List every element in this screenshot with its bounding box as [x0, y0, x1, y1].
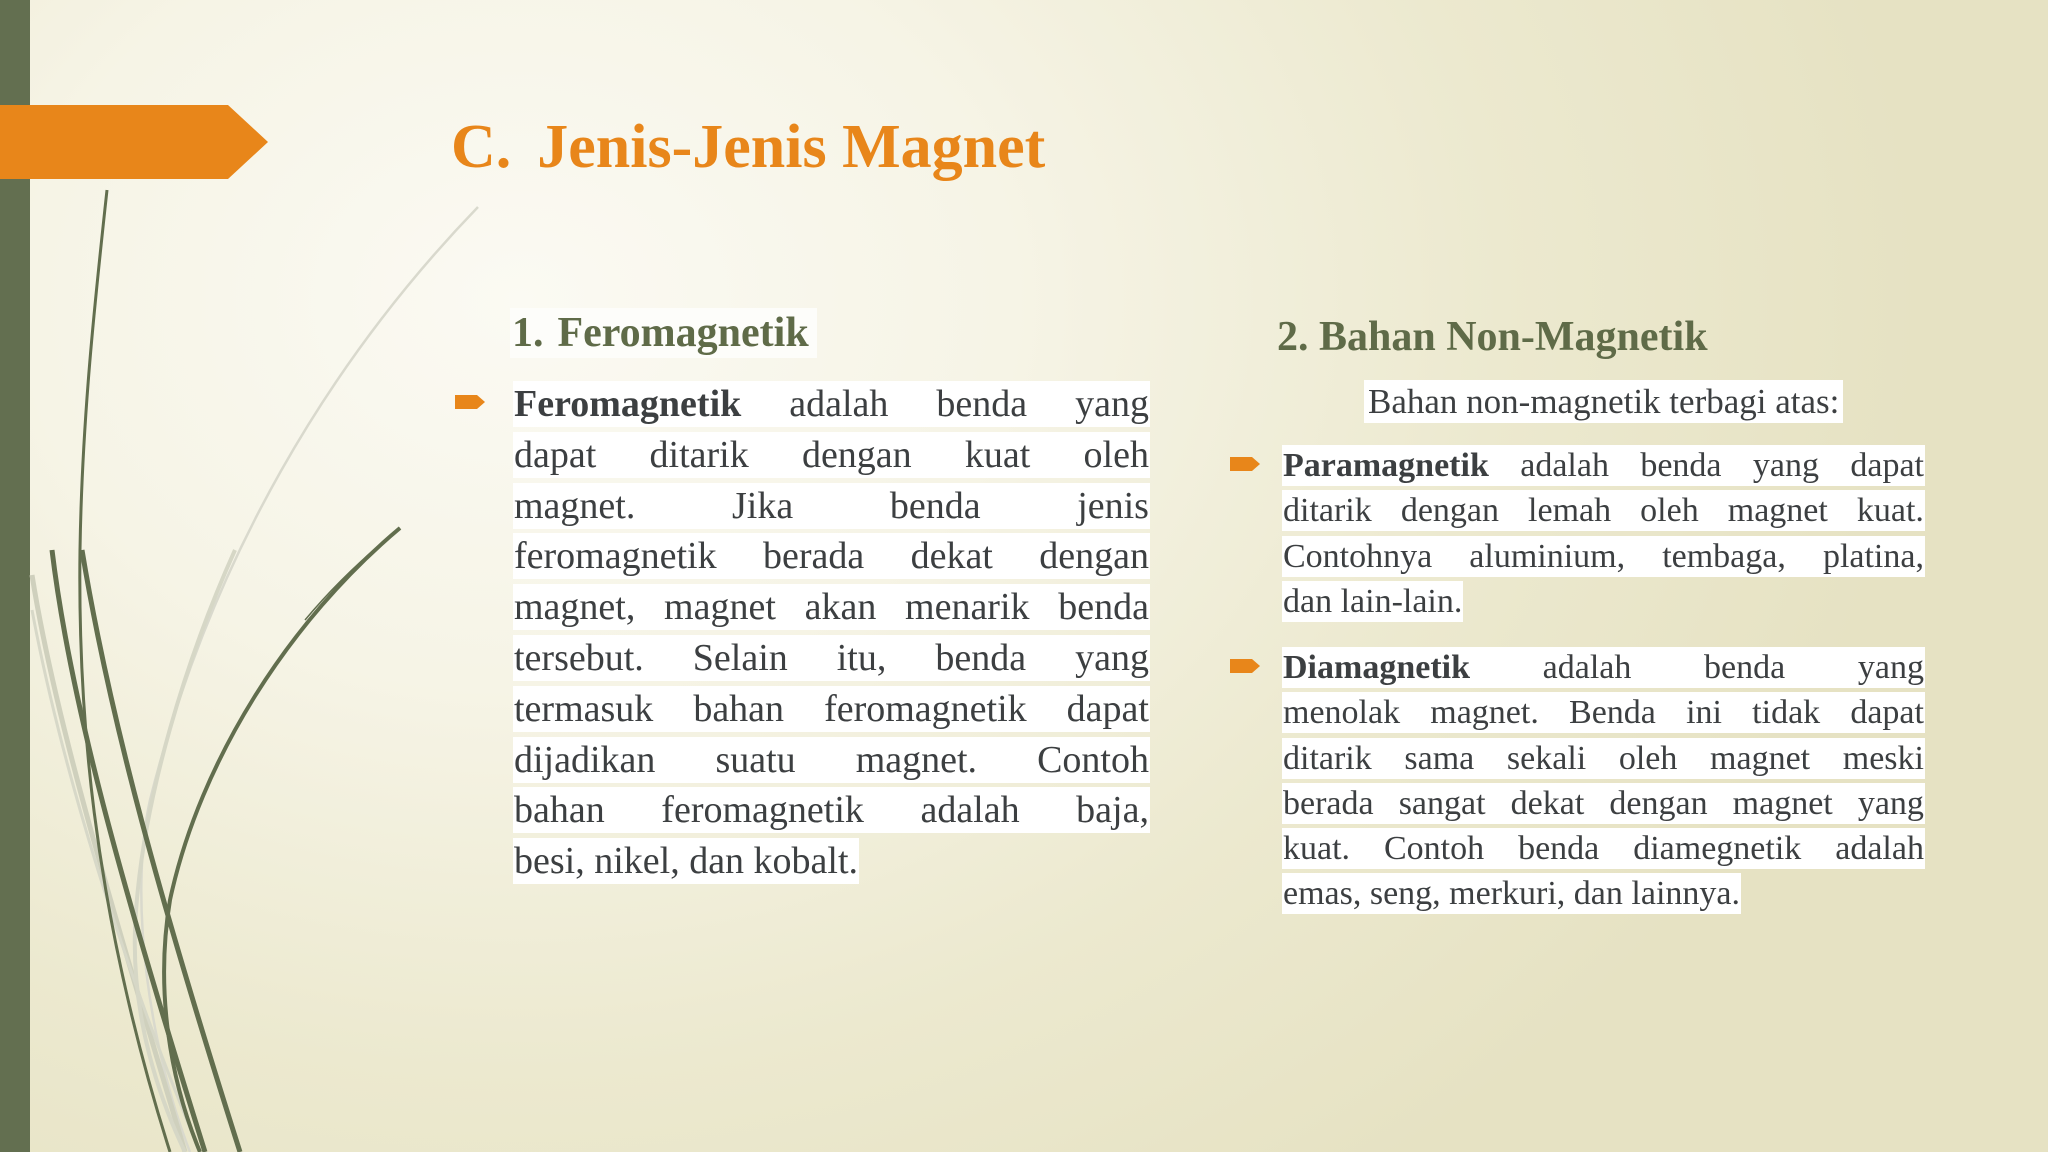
text-line [513, 787, 1150, 833]
word: benda [889, 484, 981, 527]
word: itu, [836, 636, 887, 679]
word: kuat. [1283, 830, 1351, 868]
word: berada [762, 535, 865, 578]
word: magnet [1710, 739, 1811, 777]
line-text: besi, nikel, dan kobalt. [514, 840, 859, 883]
word: dapat [1066, 687, 1149, 730]
bullet-arrow-icon [1230, 659, 1260, 673]
heading-number: 1. [512, 310, 544, 356]
word: ditarik [1283, 739, 1372, 777]
bullet-arrow-icon [1230, 457, 1260, 471]
diamagnetik-paragraph [1282, 647, 1925, 919]
word: magnet. [855, 738, 978, 781]
word: benda [936, 383, 1028, 425]
text-line [1282, 490, 1925, 531]
text-line [513, 635, 1150, 681]
word: adalah [1542, 649, 1632, 686]
word: magnet [664, 586, 776, 629]
text-line [1282, 647, 1925, 688]
word: benda [1704, 649, 1786, 686]
text-line [1282, 445, 1925, 486]
page-title [451, 112, 1045, 183]
word: dapat [1850, 694, 1924, 732]
word: bahan [514, 789, 605, 832]
word: tidak [1752, 694, 1821, 732]
text-line [1282, 536, 1925, 577]
word: magnet, [514, 586, 636, 629]
word: dekat [910, 535, 993, 578]
heading-text: Feromagnetik [557, 310, 809, 356]
word: bahan [693, 687, 785, 730]
title-number: C. [451, 113, 512, 181]
word: berada [1283, 784, 1374, 822]
word: Contoh [1037, 738, 1149, 781]
word: magnet. [514, 484, 636, 527]
word: sekali [1506, 739, 1587, 777]
text-line [1282, 581, 1463, 622]
text-line [1282, 783, 1925, 824]
word: menolak [1283, 694, 1401, 732]
word: dapat [1850, 447, 1924, 484]
word: aluminium, [1469, 537, 1626, 575]
word: platina, [1822, 537, 1924, 575]
word: oleh [1640, 492, 1699, 530]
word: magnet. [1430, 694, 1539, 732]
word: yang [1075, 383, 1149, 425]
word: benda [935, 636, 1027, 679]
word: benda [1058, 586, 1149, 629]
word: feromagnetik [824, 687, 1027, 730]
word: feromagnetik [514, 535, 717, 578]
word: yang [1752, 447, 1819, 484]
word: lemah [1528, 492, 1612, 530]
word: akan [804, 586, 877, 629]
word: dengan [1039, 535, 1149, 578]
word: suatu [715, 738, 796, 781]
word: Benda [1569, 694, 1656, 732]
text-line [1282, 828, 1925, 869]
feromagnetik-heading [510, 308, 817, 358]
word: adalah [789, 383, 889, 425]
text-line [513, 533, 1150, 579]
word: benda [1518, 830, 1600, 868]
word: Contohnya [1283, 537, 1433, 575]
title-arrow-banner-icon [0, 105, 268, 179]
word: jenis [1077, 484, 1149, 527]
word: oleh [1083, 433, 1149, 476]
word: benda [1640, 447, 1722, 484]
word: Contoh [1384, 830, 1485, 868]
word: magnet [1727, 492, 1828, 530]
bullet-arrow-icon [455, 395, 485, 409]
word: Selain [692, 636, 788, 679]
word: dijadikan [514, 738, 656, 781]
word: kuat. [1856, 492, 1924, 530]
text-line [513, 737, 1150, 783]
title-text: Jenis-Jenis Magnet [537, 113, 1046, 181]
line-text: emas, seng, merkuri, dan lainnya. [1283, 875, 1740, 913]
text-line [513, 686, 1150, 732]
text-line [513, 432, 1150, 478]
text-line [513, 381, 1150, 427]
non-magnetik-heading: 2. Bahan Non-Magnetik [1277, 314, 1708, 360]
text-line [1282, 738, 1925, 779]
line-text: dan lain-lain. [1283, 582, 1463, 620]
text-line [513, 483, 1150, 529]
word: sangat [1398, 784, 1486, 822]
word: adalah [1520, 447, 1609, 484]
word: magnet [1732, 784, 1833, 822]
word: diamegnetik [1633, 830, 1802, 868]
word: dengan [1609, 784, 1708, 822]
word: dengan [801, 433, 912, 476]
word: tersebut. [514, 636, 644, 679]
word: feromagnetik [661, 789, 864, 832]
text-line [513, 584, 1150, 630]
term-feromagnetik: Feromagnetik [514, 383, 742, 425]
non-magnetik-intro: Bahan non-magnetik terbagi atas: [1364, 380, 1843, 423]
text-line [1282, 873, 1741, 914]
word: sama [1404, 739, 1475, 777]
text-line [1282, 692, 1925, 733]
term-diamagnetik: Diamagnetik [1283, 649, 1470, 686]
word: termasuk [514, 687, 654, 730]
word: adalah [1835, 830, 1924, 868]
word: oleh [1618, 739, 1678, 777]
word: yang [1857, 784, 1924, 822]
word: ditarik [1283, 492, 1372, 530]
word: Jika [731, 484, 794, 527]
paramagnetik-paragraph [1282, 445, 1925, 626]
word: tembaga, [1662, 537, 1786, 575]
word: ditarik [649, 433, 749, 476]
word: dekat [1510, 784, 1585, 822]
word: baja, [1076, 789, 1149, 832]
feromagnetik-paragraph [513, 381, 1150, 889]
word: dengan [1400, 492, 1499, 530]
word: ini [1686, 694, 1722, 732]
word: kuat [964, 433, 1031, 476]
word: yang [1075, 636, 1149, 679]
word: yang [1857, 649, 1924, 686]
text-line [513, 838, 859, 884]
word: meski [1842, 739, 1924, 777]
term-paramagnetik: Paramagnetik [1283, 447, 1489, 484]
word: dapat [514, 433, 597, 476]
word: adalah [920, 789, 1020, 832]
word: menarik [905, 586, 1030, 629]
